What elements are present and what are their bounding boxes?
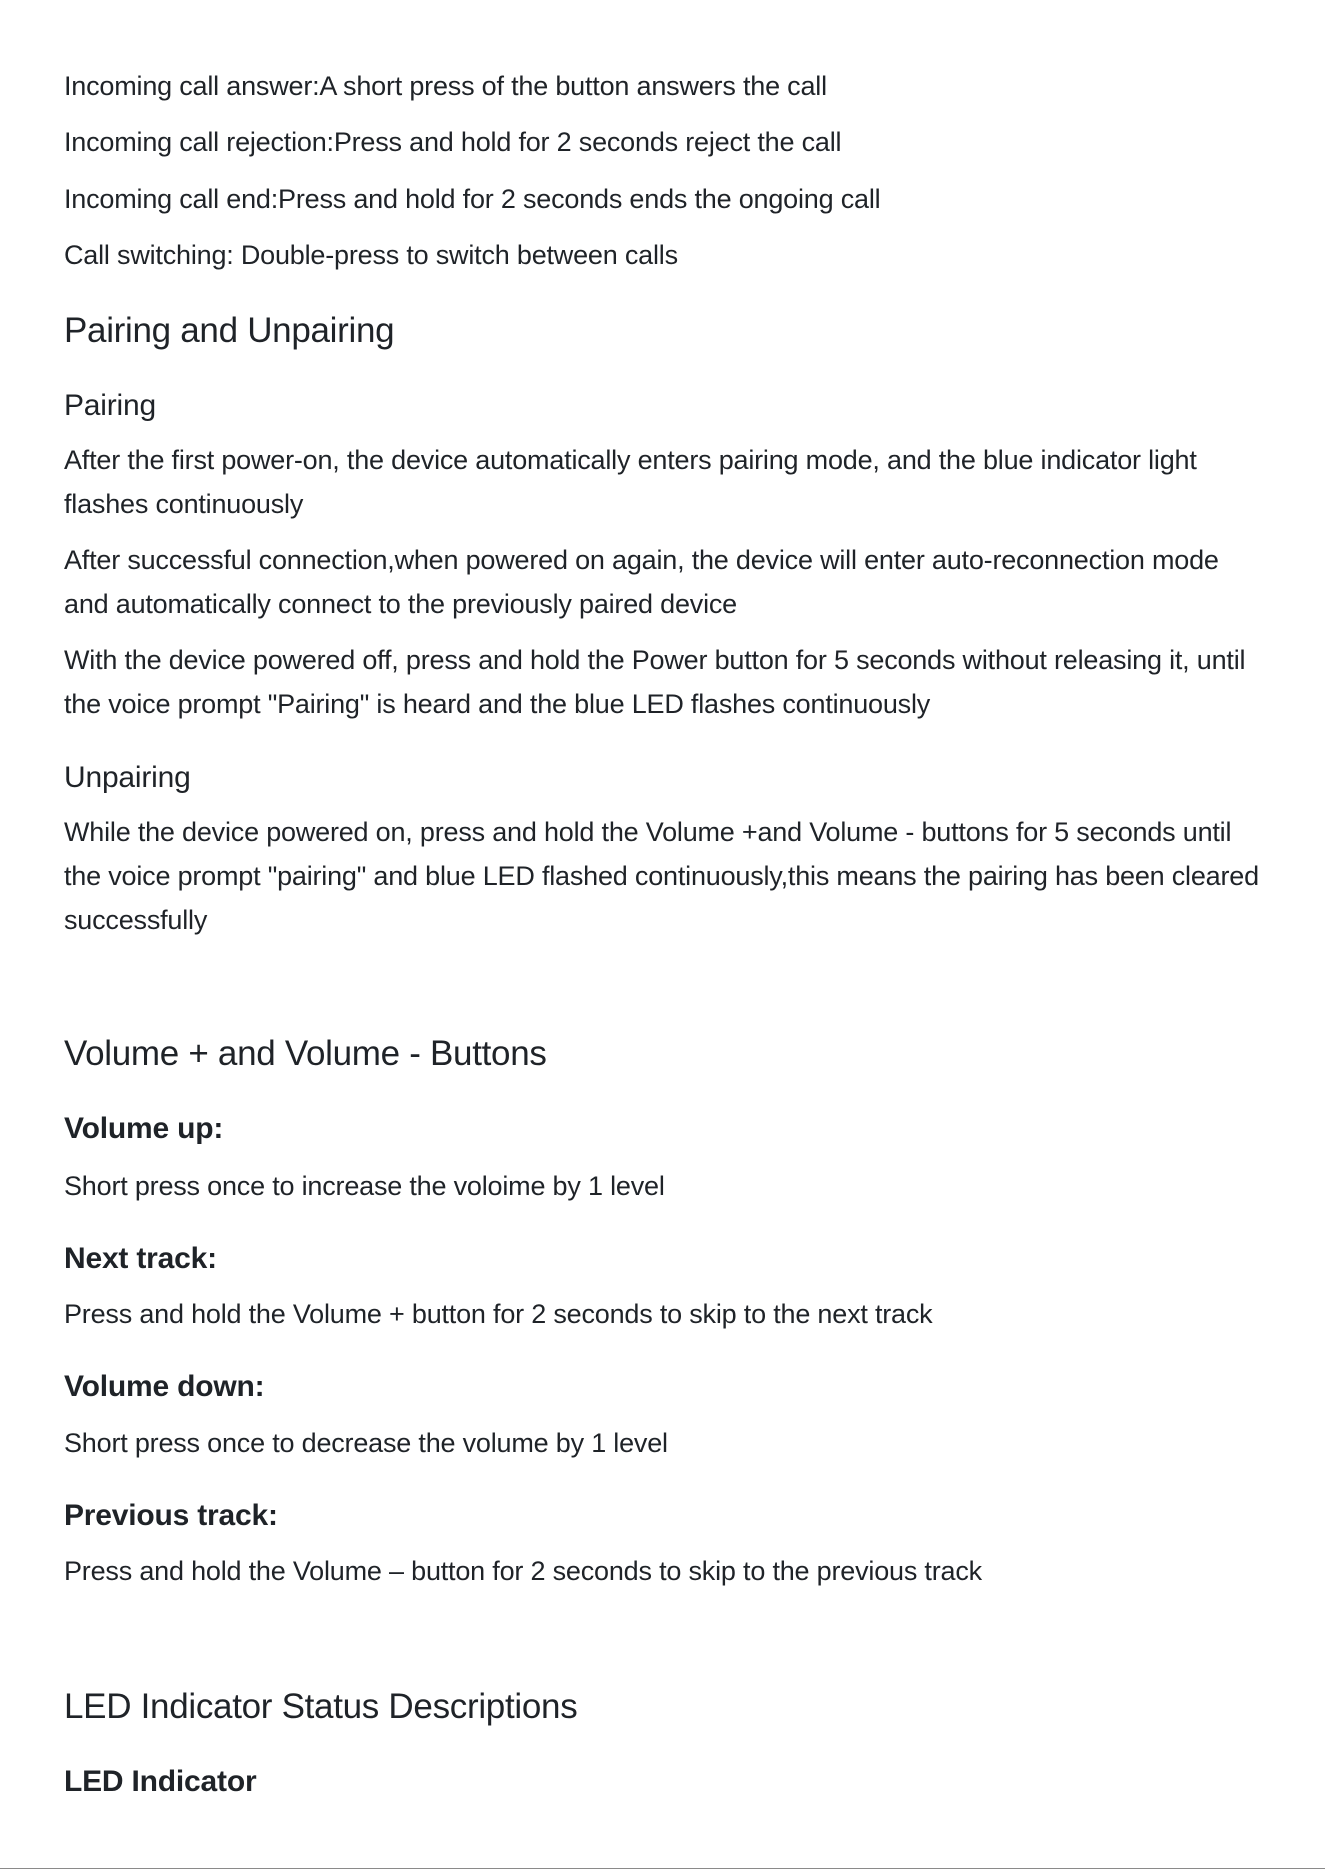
page-bottom-divider xyxy=(0,1868,1325,1869)
pairing-paragraph-1: After the first power-on, the device automatically enters pairing mode, and the blue indicator light flashes continuously xyxy=(64,445,1197,519)
unpairing-paragraph: While the device powered on, press and hold the Volume +and Volume - buttons for 5 seconds until the voice prompt "pairing" and blue LED flashed continuously,this means the pairing has been cleared successfully xyxy=(64,817,1259,935)
pairing-section-title: Pairing and Unpairing xyxy=(64,311,395,350)
pairing-paragraph-2: After successful connection,when powered on again, the device will enter auto-reconnection mode and automatically connect to the previously paired device xyxy=(64,545,1219,619)
previous-track-text: Press and hold the Volume – button for 2 seconds to skip to the previous track xyxy=(64,1556,982,1586)
led-section-title: LED Indicator Status Descriptions xyxy=(64,1687,578,1726)
call-rejection-text: Incoming call rejection:Press and hold for 2 seconds reject the call xyxy=(64,127,842,157)
call-answer-text: Incoming call answer:A short press of the button answers the call xyxy=(64,71,827,101)
previous-track-heading: Previous track: xyxy=(64,1499,278,1532)
volume-down-heading: Volume down: xyxy=(64,1370,265,1403)
next-track-heading: Next track: xyxy=(64,1242,217,1275)
call-end-text: Incoming call end:Press and hold for 2 seconds ends the ongoing call xyxy=(64,184,881,214)
pairing-paragraph-3: With the device powered off, press and hold the Power button for 5 seconds without releasing it, until the voice prompt "Pairing" is heard and the blue LED flashes continuously xyxy=(64,645,1246,719)
pairing-heading: Pairing xyxy=(64,389,156,422)
unpairing-heading: Unpairing xyxy=(64,761,191,794)
volume-down-text: Short press once to decrease the volume by 1 level xyxy=(64,1428,668,1458)
volume-up-heading: Volume up: xyxy=(64,1112,224,1145)
call-switching-text: Call switching: Double-press to switch between calls xyxy=(64,240,678,270)
volume-section-title: Volume + and Volume - Buttons xyxy=(64,1034,547,1073)
volume-up-text: Short press once to increase the voloime by 1 level xyxy=(64,1171,665,1201)
next-track-text: Press and hold the Volume + button for 2 seconds to skip to the next track xyxy=(64,1299,933,1329)
led-indicator-heading: LED Indicator xyxy=(64,1765,257,1798)
